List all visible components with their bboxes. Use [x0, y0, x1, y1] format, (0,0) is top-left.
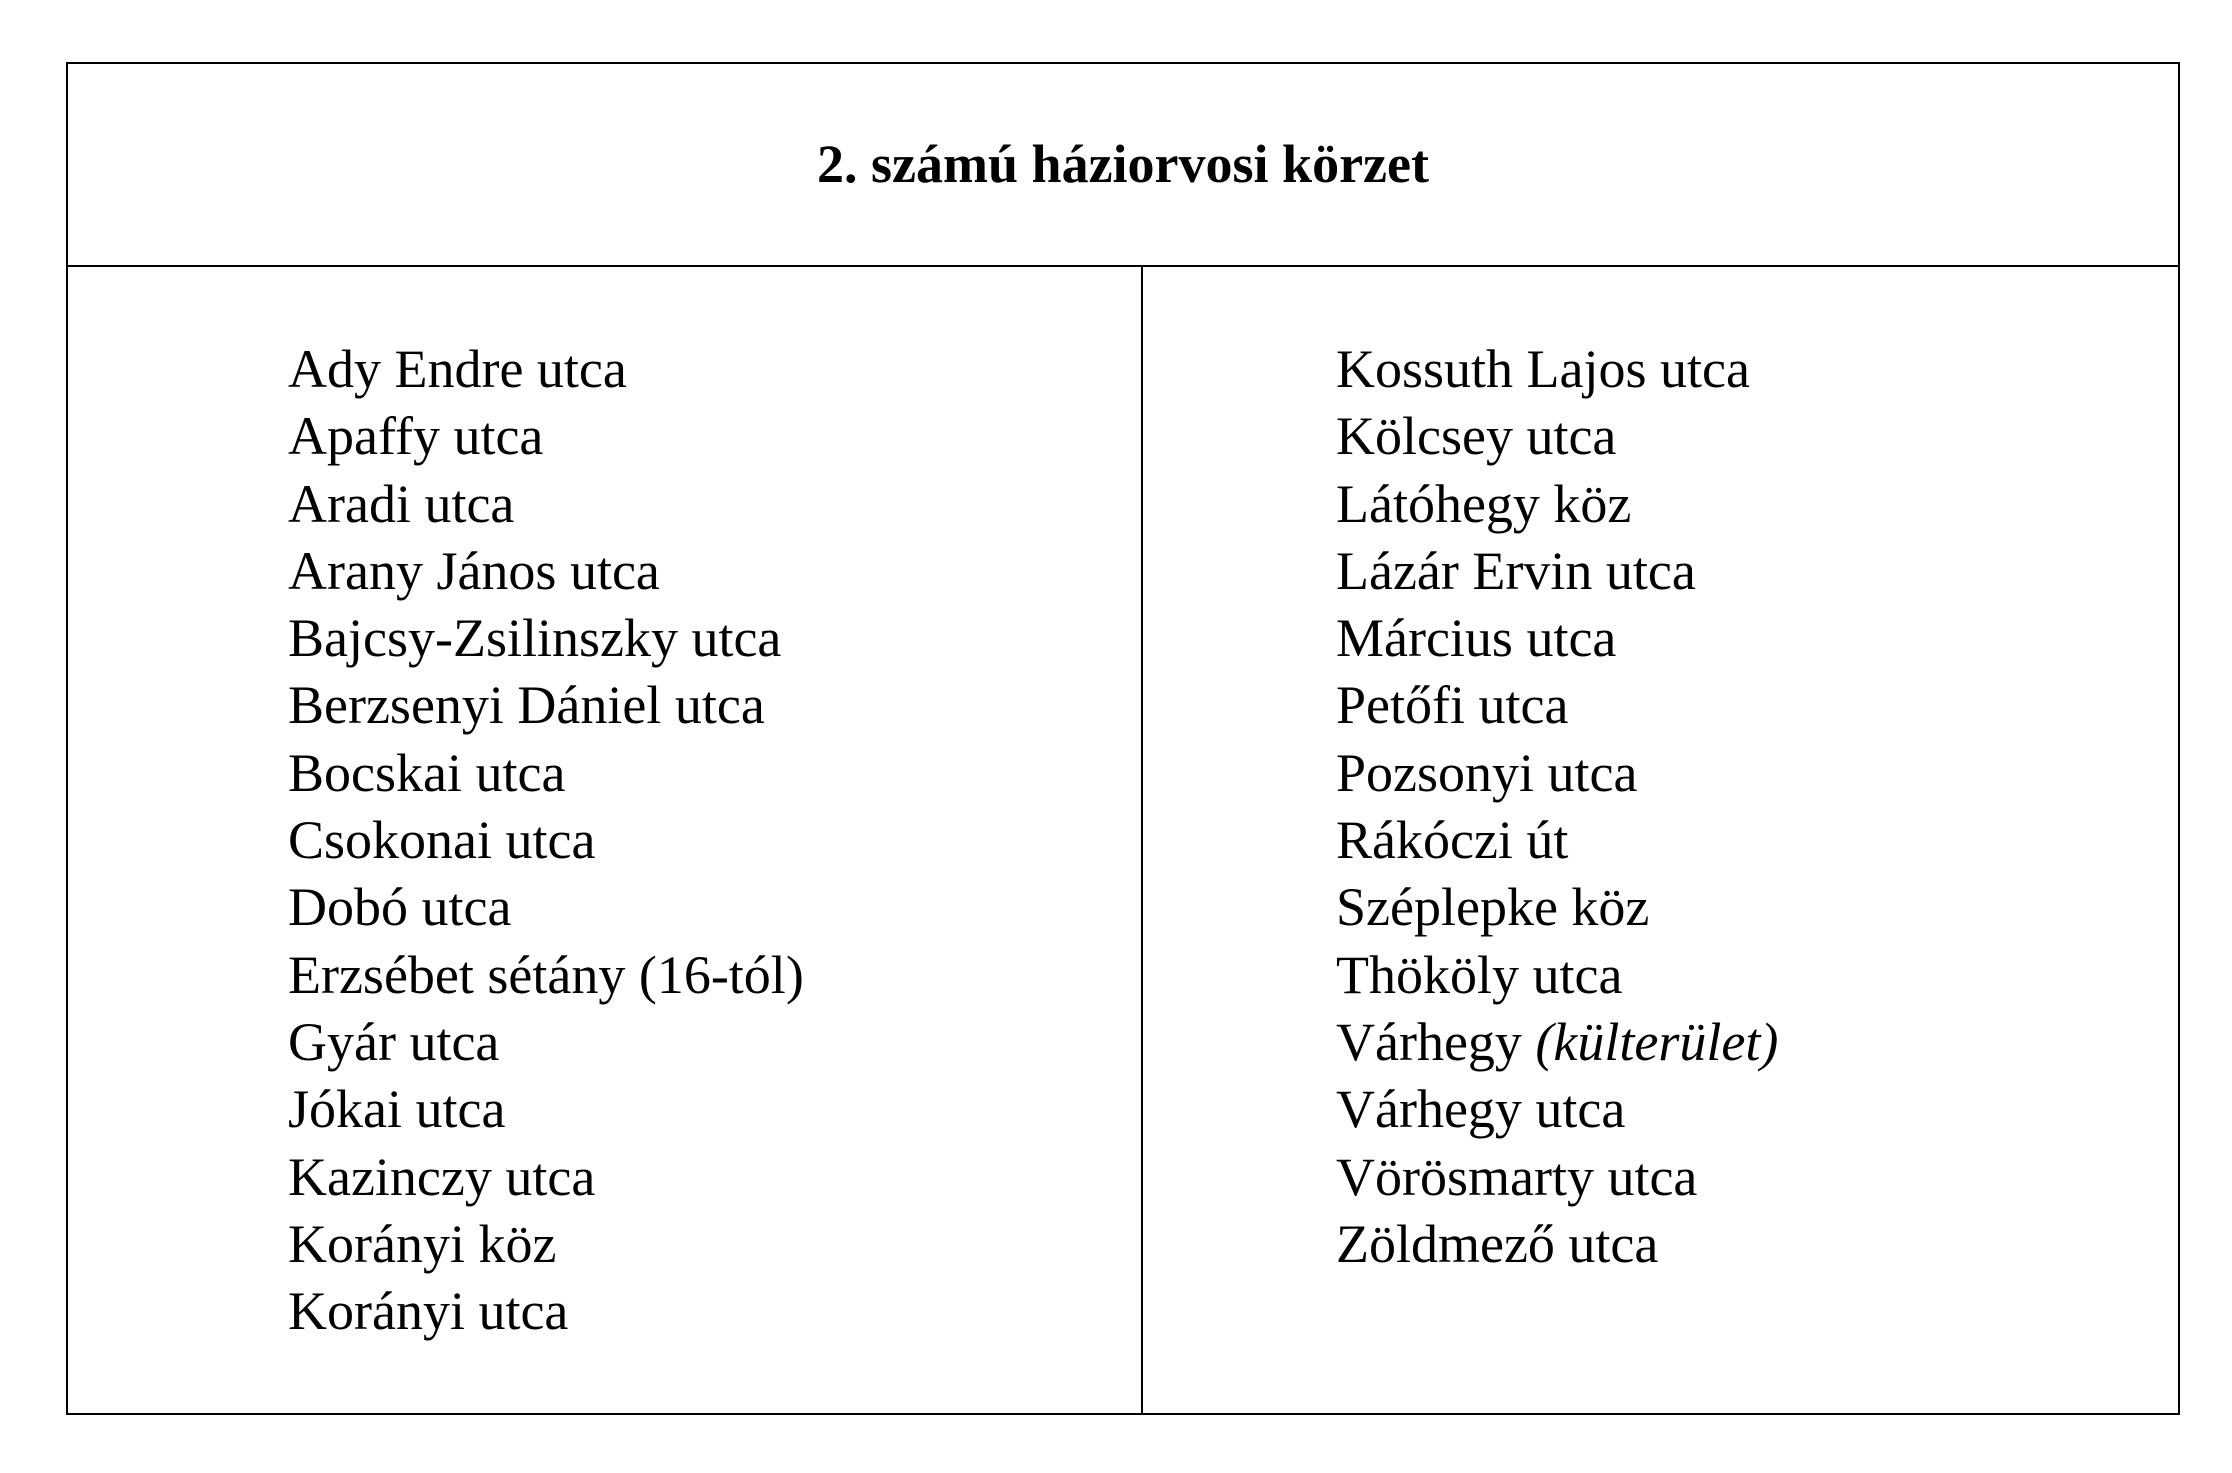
street-item: Látóhegy köz — [1336, 473, 1632, 534]
street-item: Arany János utca — [288, 540, 660, 601]
street-item: Kazinczy utca — [288, 1146, 596, 1207]
street-item: Berzsenyi Dániel utca — [288, 675, 765, 736]
street-item: Rákóczi út — [1336, 810, 1569, 871]
street-item: Petőfi utca — [1336, 675, 1569, 736]
right-street-list — [1336, 336, 1778, 1278]
street-item: Korányi köz — [288, 1213, 557, 1274]
street-item-with-note — [1336, 1009, 1778, 1076]
district-table — [66, 62, 2180, 1415]
street-item: Széplepke köz — [1336, 877, 1650, 938]
column-divider — [1141, 267, 1143, 1413]
page-title: 2. számú háziorvosi körzet — [817, 133, 1429, 194]
street-item: Március utca — [1336, 608, 1617, 669]
street-item: Csokonai utca — [288, 810, 596, 871]
street-item: Bajcsy-Zsilinszky utca — [288, 608, 782, 669]
street-item: Apaffy utca — [288, 406, 544, 467]
street-item: Ady Endre utca — [288, 339, 627, 399]
street-item: Várhegy utca — [1336, 1079, 1626, 1140]
street-item: Jókai utca — [288, 1079, 506, 1140]
street-item: Kölcsey utca — [1336, 406, 1617, 467]
street-item: Lázár Ervin utca — [1336, 540, 1696, 601]
street-item: Kossuth Lajos utca — [1336, 339, 1750, 399]
title-row — [68, 64, 2178, 267]
street-note: (külterület) — [1535, 1011, 1779, 1072]
street-item: Aradi utca — [288, 473, 515, 534]
street-item: Pozsonyi utca — [1336, 742, 1638, 803]
street-item: Erzsébet sétány (16-tól) — [288, 944, 804, 1005]
street-item: Vörösmarty utca — [1336, 1146, 1698, 1207]
street-item: Dobó utca — [288, 877, 512, 938]
street-item: Zöldmező utca — [1336, 1213, 1659, 1274]
street-item: Thököly utca — [1336, 944, 1623, 1005]
street-item: Gyár utca — [288, 1011, 500, 1072]
left-street-list — [288, 336, 804, 1345]
street-name: Várhegy — [1336, 1011, 1522, 1072]
street-item: Bocskai utca — [288, 742, 566, 803]
street-item: Korányi utca — [288, 1281, 569, 1342]
